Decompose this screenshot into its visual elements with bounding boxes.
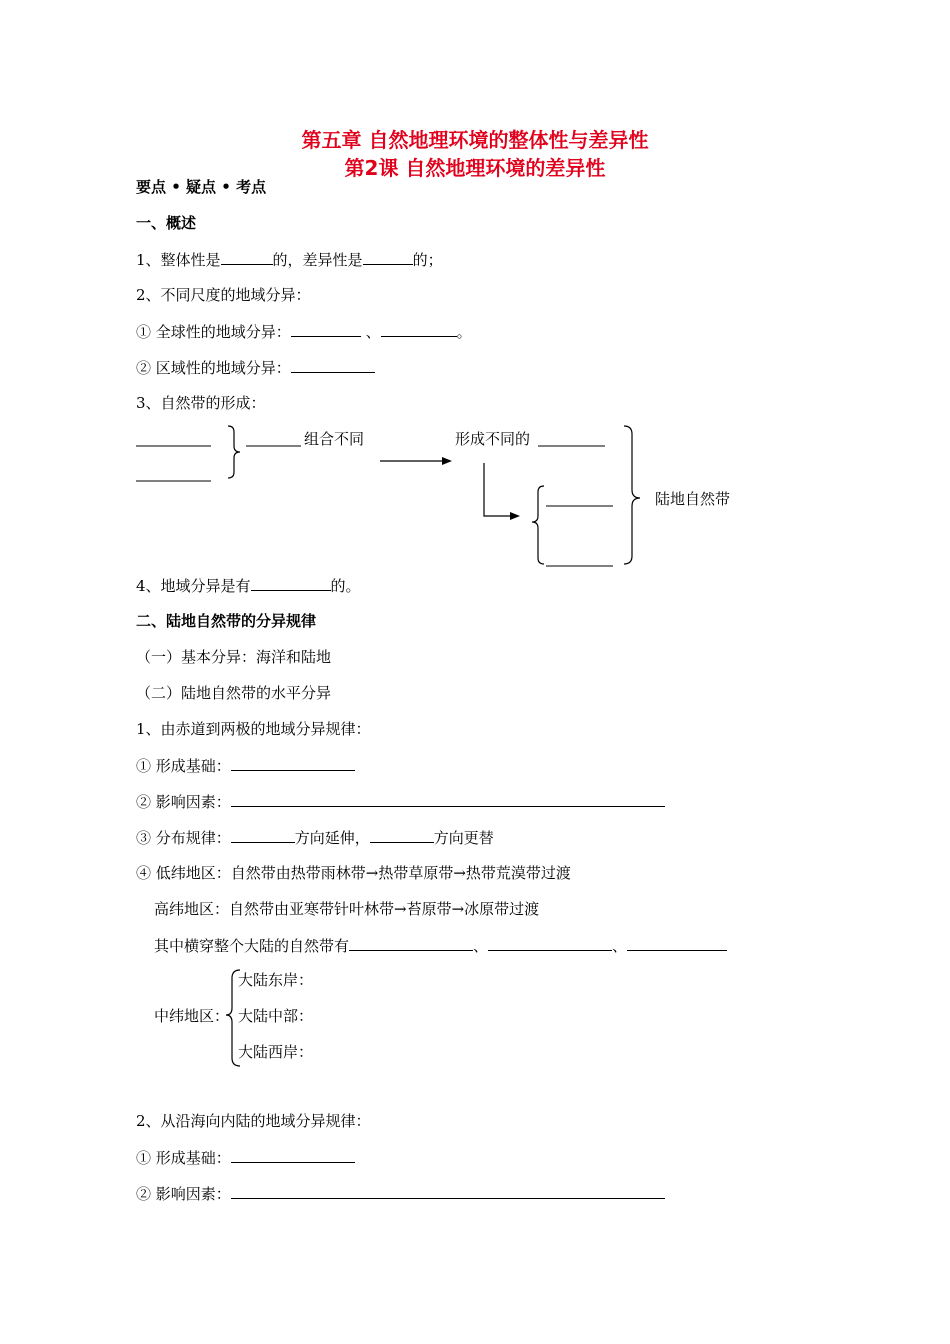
diagram-form-label: 形成不同的 [455, 430, 531, 448]
p1-6-text-b: 、 [473, 937, 489, 955]
q4-text-b: 的。 [330, 577, 361, 595]
q4-text-a: 4、地域分异是有 [136, 577, 251, 595]
mid-latitude-label: 中纬地区： [154, 1007, 230, 1025]
blank[interactable] [627, 936, 727, 951]
q3-line: 3、自然带的形成： [136, 394, 266, 412]
p1-6-text-c: 、 [612, 937, 628, 955]
blank[interactable] [231, 756, 355, 771]
q2-line: 2、不同尺度的地域分异： [136, 286, 311, 304]
p2-2-text: ② 影响因素： [136, 1185, 231, 1203]
q2-1-text-b: 、 [365, 323, 381, 341]
p2-line: 2、从沿海向内陆的地域分异规律： [136, 1112, 371, 1130]
p2-2-line [136, 1184, 665, 1203]
section-label: 要点 • 疑点 • 考点 [136, 178, 267, 196]
p1-2-line [136, 792, 665, 811]
p1-1-text: ① 形成基础： [136, 757, 231, 775]
arrowhead-icon [510, 512, 520, 520]
p2-1-text: ① 形成基础： [136, 1149, 231, 1167]
mid-west-label: 大陆西岸： [238, 1043, 314, 1061]
diagram-combine-label: 组合不同 [304, 430, 365, 448]
brace-icon [624, 426, 640, 564]
part1-heading: 一、概述 [136, 214, 197, 232]
p1-6-line [154, 936, 727, 955]
brace-icon [532, 486, 544, 564]
q2-1-text-a: ① 全球性的地域分异： [136, 323, 291, 341]
p1-5-line: 高纬地区：自然带由亚寒带针叶林带→苔原带→冰原带过渡 [154, 900, 540, 918]
p1-4-line: ④ 低纬地区：自然带由热带雨林带→热带草原带→热带荒漠带过渡 [136, 864, 571, 882]
brace-icon [228, 426, 240, 478]
p1-6-text-a: 其中横穿整个大陆的自然带有 [154, 937, 350, 955]
q2-1-text-c: 。 [456, 323, 472, 341]
blank[interactable] [231, 1148, 355, 1163]
q4-line [136, 576, 361, 595]
arrow-elbow-icon [484, 463, 512, 516]
q1-text-c: 的； [412, 251, 443, 269]
arrowhead-icon [442, 457, 452, 465]
diagram-result-label: 陆地自然带 [655, 490, 731, 508]
blank[interactable] [488, 936, 612, 951]
sub1-line: （一）基本分异：海洋和陆地 [136, 648, 332, 666]
q1-text-a: 1、整体性是 [136, 251, 221, 269]
p1-line: 1、由赤道到两极的地域分异规律： [136, 720, 371, 738]
p2-1-line [136, 1148, 355, 1167]
blank[interactable] [370, 828, 434, 843]
q1-text-b: 的，差异性是 [272, 251, 363, 269]
blank[interactable] [251, 576, 331, 591]
p1-1-line [136, 756, 355, 775]
p1-3-text-a: ③ 分布规律： [136, 829, 231, 847]
blank[interactable] [231, 792, 665, 807]
p1-3-line [136, 828, 494, 847]
lesson-title: 第2课 自然地理环境的差异性 [344, 156, 606, 180]
blank[interactable] [231, 1184, 665, 1199]
blank[interactable] [349, 936, 473, 951]
p1-3-text-b: 方向延伸， [294, 829, 370, 847]
chapter-title: 第五章 自然地理环境的整体性与差异性 [301, 128, 649, 152]
q2-2-text: ② 区域性的地域分异： [136, 359, 291, 377]
mid-center-label: 大陆中部： [238, 1007, 314, 1025]
sub2-line: （二）陆地自然带的水平分异 [136, 684, 332, 702]
blank[interactable] [231, 828, 295, 843]
p1-2-text: ② 影响因素： [136, 793, 231, 811]
part2-heading: 二、陆地自然带的分异规律 [136, 612, 317, 630]
mid-east-label: 大陆东岸： [238, 971, 314, 989]
p1-3-text-c: 方向更替 [433, 829, 494, 847]
